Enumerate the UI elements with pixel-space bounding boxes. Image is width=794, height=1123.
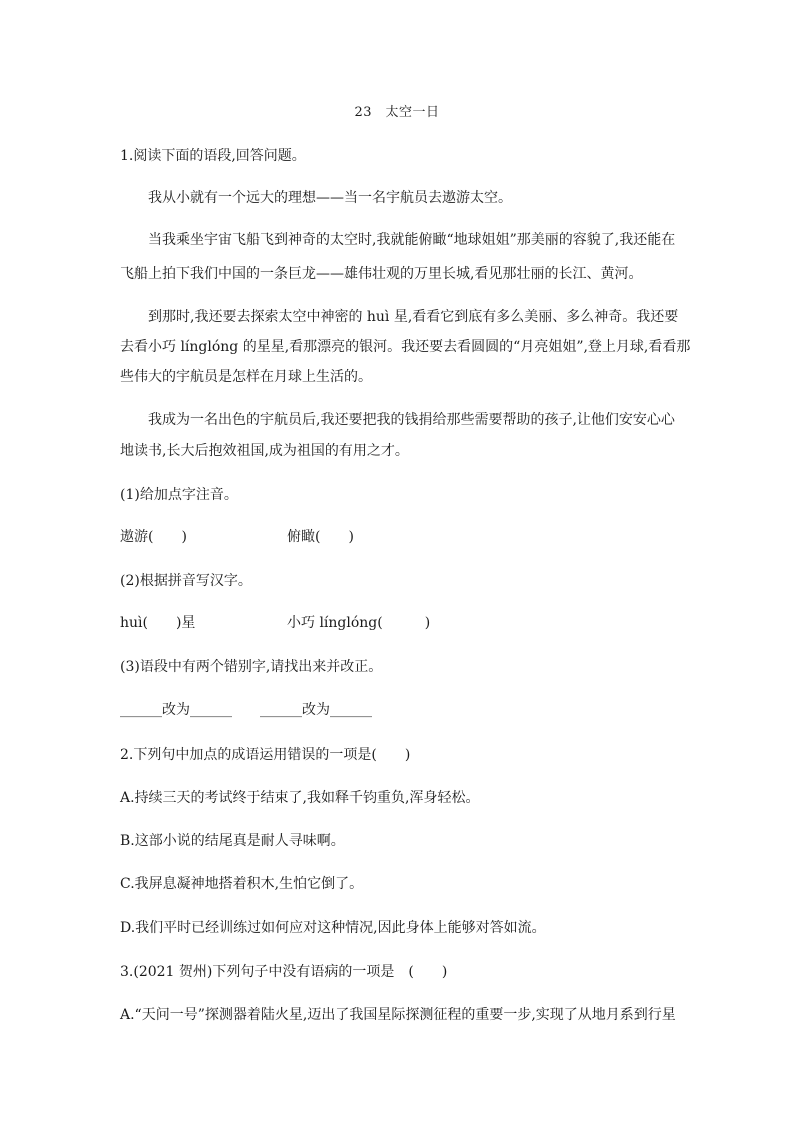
answer-blank-hui-star[interactable]: huì( )星 — [120, 615, 196, 631]
subquestion-3: (3)语段中有两个错别字,请找出来并改正。 — [120, 659, 383, 675]
question-3-option-a[interactable]: A.“天问一号”探测器着陆火星,迈出了我国星际探测征程的重要一步,实现了从地月系到行星 — [120, 1007, 676, 1023]
answer-blank-fukan[interactable]: 俯瞰( ) — [287, 529, 354, 545]
question-2-option-a[interactable]: A.持续三天的考试终于结束了,我如释千钧重负,浑身轻松。 — [120, 790, 480, 806]
passage-paragraph-3-line-3: 些伟大的宇航员是怎样在月球上生活的。 — [120, 369, 372, 385]
passage-paragraph-4-line-2: 地读书,长大后抱效祖国,成为祖国的有用之才。 — [120, 443, 409, 459]
passage-paragraph-1: 我从小就有一个远大的理想——当一名宇航员去遨游太空。 — [148, 190, 512, 206]
correction-blank-2[interactable]: ______改为______ — [260, 702, 372, 718]
question-2-option-c[interactable]: C.我屏息凝神地搭着积木,生怕它倒了。 — [120, 876, 364, 892]
question-3-stem: 3.(2021 贺州)下列句子中没有语病的一项是 ( ) — [120, 964, 448, 980]
question-2-stem: 2.下列句中加点的成语运用错误的一项是( ) — [120, 747, 411, 763]
passage-paragraph-4-line-1: 我成为一名出色的宇航员后,我还要把我的钱捐给那些需要帮助的孩子,让他们安安心心 — [148, 412, 675, 428]
passage-paragraph-3-line-2: 去看小巧 línglóng 的星星,看那漂亮的银河。我还要去看圆圆的“月亮姐姐”,登上月球,看看那 — [120, 339, 691, 355]
subquestion-1: (1)给加点字注音。 — [120, 487, 238, 503]
page-title: 23 太空一日 — [354, 105, 440, 120]
subquestion-3-answer-row — [120, 700, 680, 720]
passage-paragraph-3-line-1: 到那时,我还要去探索太空中神密的 huì 星,看看它到底有多么美丽、多么神奇。我还要 — [148, 309, 679, 325]
subquestion-2-answer-row — [120, 613, 680, 633]
question-2-option-d[interactable]: D.我们平时已经训练过如何应对这种情况,因此身体上能够对答如流。 — [120, 920, 546, 936]
answer-blank-linglong[interactable]: 小巧 línglóng( ) — [287, 615, 431, 631]
subquestion-2: (2)根据拼音写汉字。 — [120, 573, 252, 589]
subquestion-1-answer-row — [120, 527, 680, 547]
passage-paragraph-2-line-2: 飞船上拍下我们中国的一条巨龙——雄伟壮观的万里长城,看见那壮丽的长江、黄河。 — [120, 266, 643, 282]
answer-blank-aoyou[interactable]: 遨游( ) — [120, 529, 187, 545]
passage-paragraph-2-line-1: 当我乘坐宇宙飞船飞到神奇的太空时,我就能俯瞰“地球姐姐”那美丽的容貌了,我还能在 — [148, 232, 676, 248]
question-2-option-b[interactable]: B.这部小说的结尾真是耐人寻味啊。 — [120, 833, 345, 849]
question-1-stem: 1.阅读下面的语段,回答问题。 — [120, 148, 306, 164]
correction-blank-1[interactable]: ______改为______ — [120, 702, 232, 718]
